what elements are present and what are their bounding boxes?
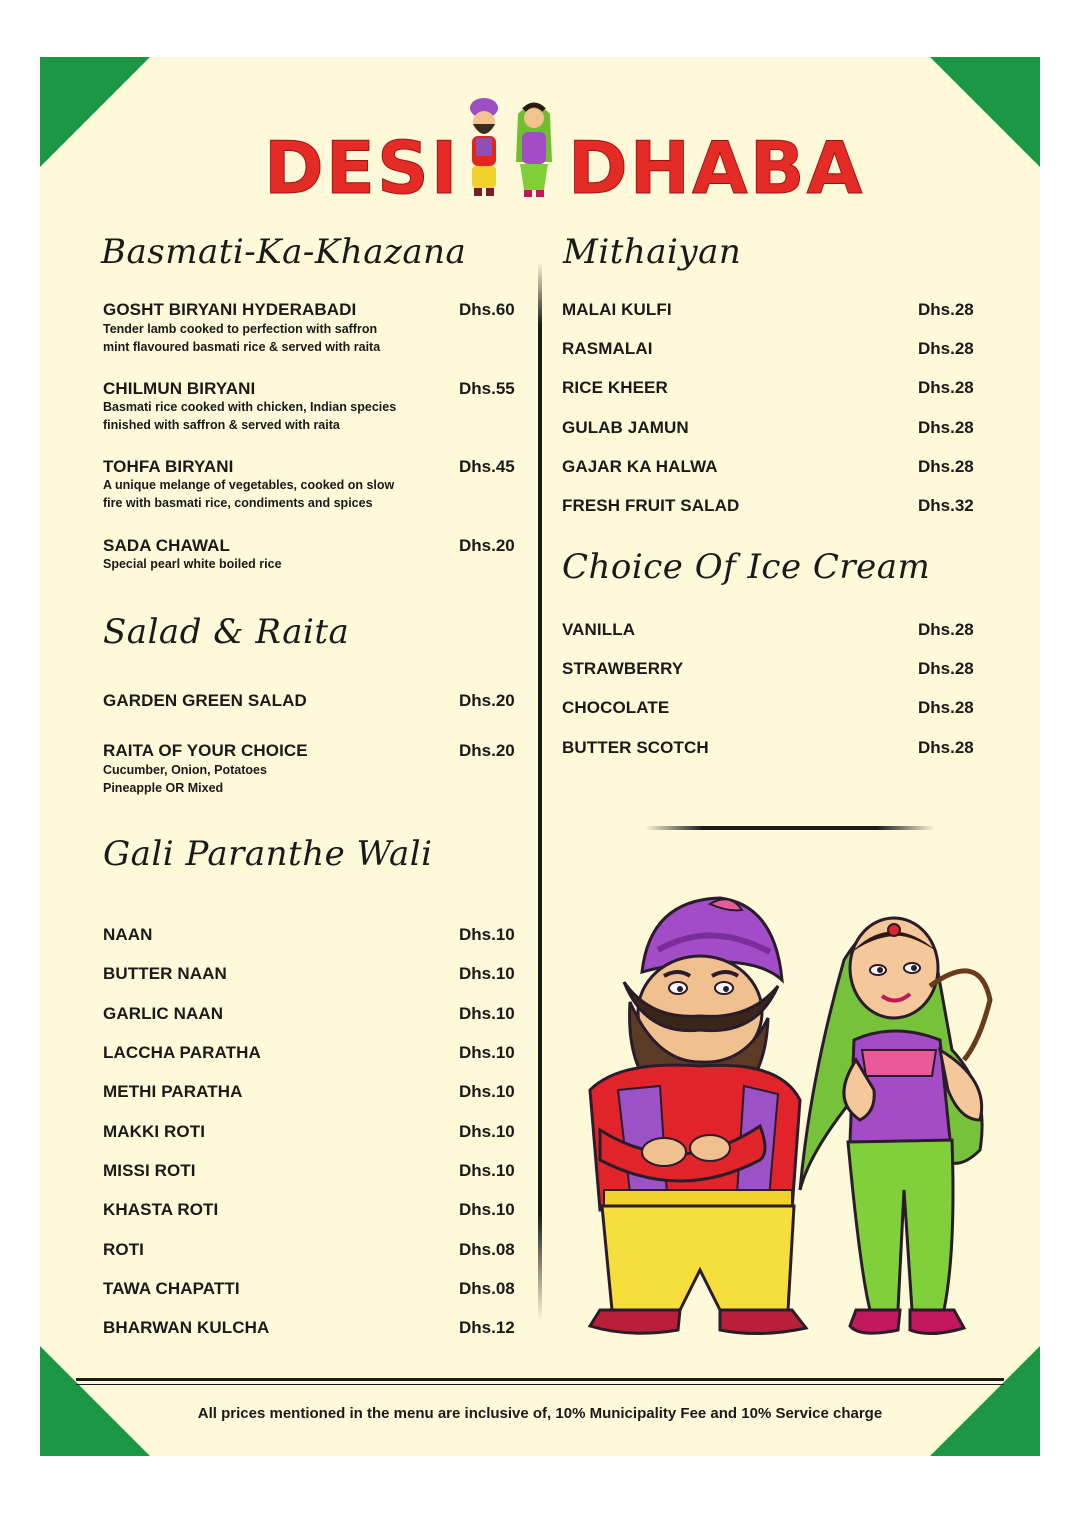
logo-word-left: DESI [264, 126, 460, 210]
menu-item-price: Dhs.20 [459, 741, 515, 760]
menu-item-price: Dhs.32 [918, 496, 974, 515]
menu-item-description: Pineapple OR Mixed [103, 781, 224, 795]
menu-item-name: RICE KHEER [562, 378, 668, 397]
menu-item-name: LACCHA PARATHA [103, 1043, 261, 1062]
menu-item-price: Dhs.10 [459, 1043, 515, 1062]
menu-item-description: Cucumber, Onion, Potatoes [103, 763, 267, 777]
menu-item-price: Dhs.10 [459, 925, 515, 944]
menu-item-price: Dhs.10 [459, 1200, 515, 1219]
menu-item-name: GARLIC NAAN [103, 1004, 224, 1023]
menu-item-price: Dhs.10 [459, 1161, 515, 1180]
menu-item-price: Dhs.28 [918, 378, 974, 397]
menu-item-name: VANILLA [562, 620, 636, 639]
menu-item-name: STRAWBERRY [562, 659, 684, 678]
menu-item-name: FRESH FRUIT SALAD [562, 496, 740, 515]
restaurant-logo [262, 92, 865, 210]
menu-item-description: Special pearl white boiled rice [103, 557, 282, 571]
menu-item-name: KHASTA ROTI [103, 1200, 219, 1219]
menu-item-price: Dhs.10 [459, 1122, 515, 1141]
logo-couple-icon [454, 92, 566, 204]
section-title-salad: Salad & Raita [103, 612, 350, 652]
menu-item-name: RASMALAI [562, 339, 653, 358]
menu-item-name: CHOCOLATE [562, 698, 670, 717]
menu-item-name: MALAI KULFI [562, 300, 672, 319]
footer-rule-thin [76, 1384, 1004, 1385]
pricing-note: All prices mentioned in the menu are inclusive of, 10% Municipality Fee and 10% Service charge [197, 1405, 883, 1422]
menu-item-price: Dhs.55 [459, 379, 515, 398]
logo-word-right: DHABA [568, 126, 865, 210]
menu-item-description: A unique melange of vegetables, cooked on slow [103, 478, 395, 492]
menu-item-price: Dhs.10 [459, 964, 515, 983]
menu-item-description: Basmati rice cooked with chicken, Indian species [103, 400, 397, 414]
menu-item-name: BUTTER NAAN [103, 964, 227, 983]
menu-item-name: CHILMUN BIRYANI [103, 379, 256, 398]
menu-item-price: Dhs.28 [918, 300, 974, 319]
section-title-icecream: Choice Of Ice Cream [562, 547, 931, 587]
menu-item-name: BHARWAN KULCHA [103, 1318, 270, 1337]
menu-item-price: Dhs.28 [918, 620, 974, 639]
menu-item-name: MAKKI ROTI [103, 1122, 206, 1141]
menu-item-name: GULAB JAMUN [562, 418, 689, 437]
section-title-breads: Gali Paranthe Wali [103, 834, 433, 874]
menu-item-price: Dhs.20 [459, 691, 515, 710]
menu-item-name: GARDEN GREEN SALAD [103, 691, 307, 710]
menu-item-price: Dhs.10 [459, 1004, 515, 1023]
menu-item-name: MISSI ROTI [103, 1161, 196, 1180]
menu-item-name: RAITA OF YOUR CHOICE [103, 741, 308, 760]
menu-item-price: Dhs.28 [918, 457, 974, 476]
man-figure [590, 898, 806, 1334]
column-divider [538, 262, 542, 1320]
menu-item-description: finished with saffron & served with raita [103, 418, 340, 432]
menu-item-name: SADA CHAWAL [103, 536, 231, 555]
menu-item-description: fire with basmati rice, condiments and spices [103, 496, 373, 510]
menu-item-price: Dhs.28 [918, 698, 974, 717]
menu-item-price: Dhs.28 [918, 418, 974, 437]
menu-item-price: Dhs.12 [459, 1318, 515, 1337]
menu-item-name: GAJAR KA HALWA [562, 457, 718, 476]
section-divider [645, 826, 935, 830]
menu-item-price: Dhs.45 [459, 457, 515, 476]
woman-figure [800, 918, 990, 1334]
dancing-couple-illustration [560, 890, 1030, 1345]
menu-item-name: NAAN [103, 925, 153, 944]
menu-item-price: Dhs.28 [918, 659, 974, 678]
menu-item-price: Dhs.10 [459, 1082, 515, 1101]
menu-item-price: Dhs.28 [918, 339, 974, 358]
section-title-basmati: Basmati-Ka-Khazana [101, 232, 467, 272]
menu-item-price: Dhs.60 [459, 300, 515, 319]
menu-item-name: TAWA CHAPATTI [103, 1279, 240, 1298]
footer-rule [76, 1378, 1004, 1381]
menu-item-price: Dhs.28 [918, 738, 974, 757]
menu-item-price: Dhs.20 [459, 536, 515, 555]
menu-item-name: ROTI [103, 1240, 145, 1259]
menu-item-name: TOHFA BIRYANI [103, 457, 234, 476]
menu-item-price: Dhs.08 [459, 1279, 515, 1298]
section-title-mithaiyan: Mithaiyan [563, 232, 742, 272]
menu-item-name: BUTTER SCOTCH [562, 738, 709, 757]
menu-item-price: Dhs.08 [459, 1240, 515, 1259]
menu-item-description: mint flavoured basmati rice & served with raita [103, 340, 381, 354]
menu-item-name: METHI PARATHA [103, 1082, 243, 1101]
menu-item-name: GOSHT BIRYANI HYDERABADI [103, 300, 357, 319]
menu-item-description: Tender lamb cooked to perfection with saffron [103, 322, 378, 336]
